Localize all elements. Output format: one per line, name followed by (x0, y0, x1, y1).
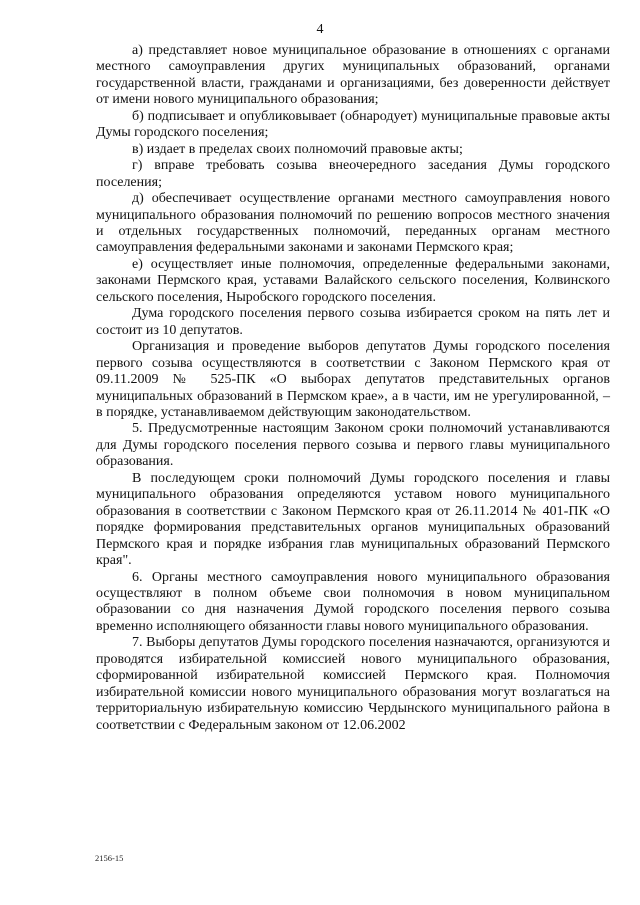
paragraph-item-v: в) издает в пределах своих полномочий правовые акты; (132, 141, 463, 157)
paragraph-section-5: 5. Предусмотренные настоящим Законом сроки полномочий устанавливаются для Думы городского поселения первого созыва и первого главы муниципального образования. (96, 421, 610, 470)
paragraph-section-6: 6. Органы местного самоуправления нового муниципального образования осуществляют в полном объеме свои полномочия в новом муниципальном образовании со дня назначения Думой городского поселения первого созыва временно исполняющего обязанности главы нового муниципального образования. (96, 569, 610, 634)
paragraph-item-d: д) обеспечивает осуществление органами местного самоуправления нового муниципального образования полномочий по решению вопросов местного значения и отдельных государственных полномочий, переданных органам местного самоуправления федеральными законами и законами Пермского края; (96, 191, 610, 256)
paragraph-item-e: е) осуществляет иные полномочия, определенные федеральными законами, законами Пермского края, уставами Валайского сельского поселения, Колвинского сельского поселения, Ныробского городского поселения. (96, 256, 610, 305)
document-code: 2156-15 (95, 853, 124, 863)
paragraph-item-g: г) вправе требовать созыва внеочередного заседания Думы городского поселения; (96, 158, 610, 190)
document-body (96, 43, 610, 734)
paragraph-duma-term: Дума городского поселения первого созыва избирается сроком на пять лет и состоит из 10 депутатов. (96, 306, 610, 338)
paragraph-item-b: б) подписывает и опубликовывает (обнародует) муниципальные правовые акты Думы городского поселения; (96, 108, 610, 141)
paragraph-elections-organization: Организация и проведение выборов депутатов Думы городского поселения первого созыва осуществляются в соответствии с Законом Пермского края от 09.11.2009 № 525-ПК «О выборах депутатов представительных органов муниципальных образований в Пермском крае», а в части, им не урегулированной, – в порядке, устанавливаемом действующим законодательством. (96, 339, 610, 420)
paragraph-item-a: а) представляет новое муниципальное образование в отношениях с органами местного самоуправления других муниципальных образований, органами государственной власти, гражданами и организациями, без доверенности действует от имени нового муниципального образования; (96, 43, 610, 108)
paragraph-subsequent-terms: В последующем сроки полномочий Думы городского поселения и главы муниципального образования определяются уставом нового муниципального образования в соответствии с Законом Пермского края от 26.11.2014 № 401-ПК «О порядке формирования представительных органов муниципальных образований Пермского края и порядке избрания глав муниципальных образований Пермского края". (96, 470, 610, 569)
paragraph-section-7: 7. Выборы депутатов Думы городского поселения назначаются, организуются и проводятся избирательной комиссией нового муниципального образования, сформированной избирательной комиссией Пермского края. Полномочия избирательной комиссии нового муниципального образования могут возлагаться на территориальную избирательную комиссию Чердынского муниципального района в соответствии с Федеральным законом от 12.06.2002 (96, 635, 610, 733)
page-number: 4 (316, 22, 324, 37)
